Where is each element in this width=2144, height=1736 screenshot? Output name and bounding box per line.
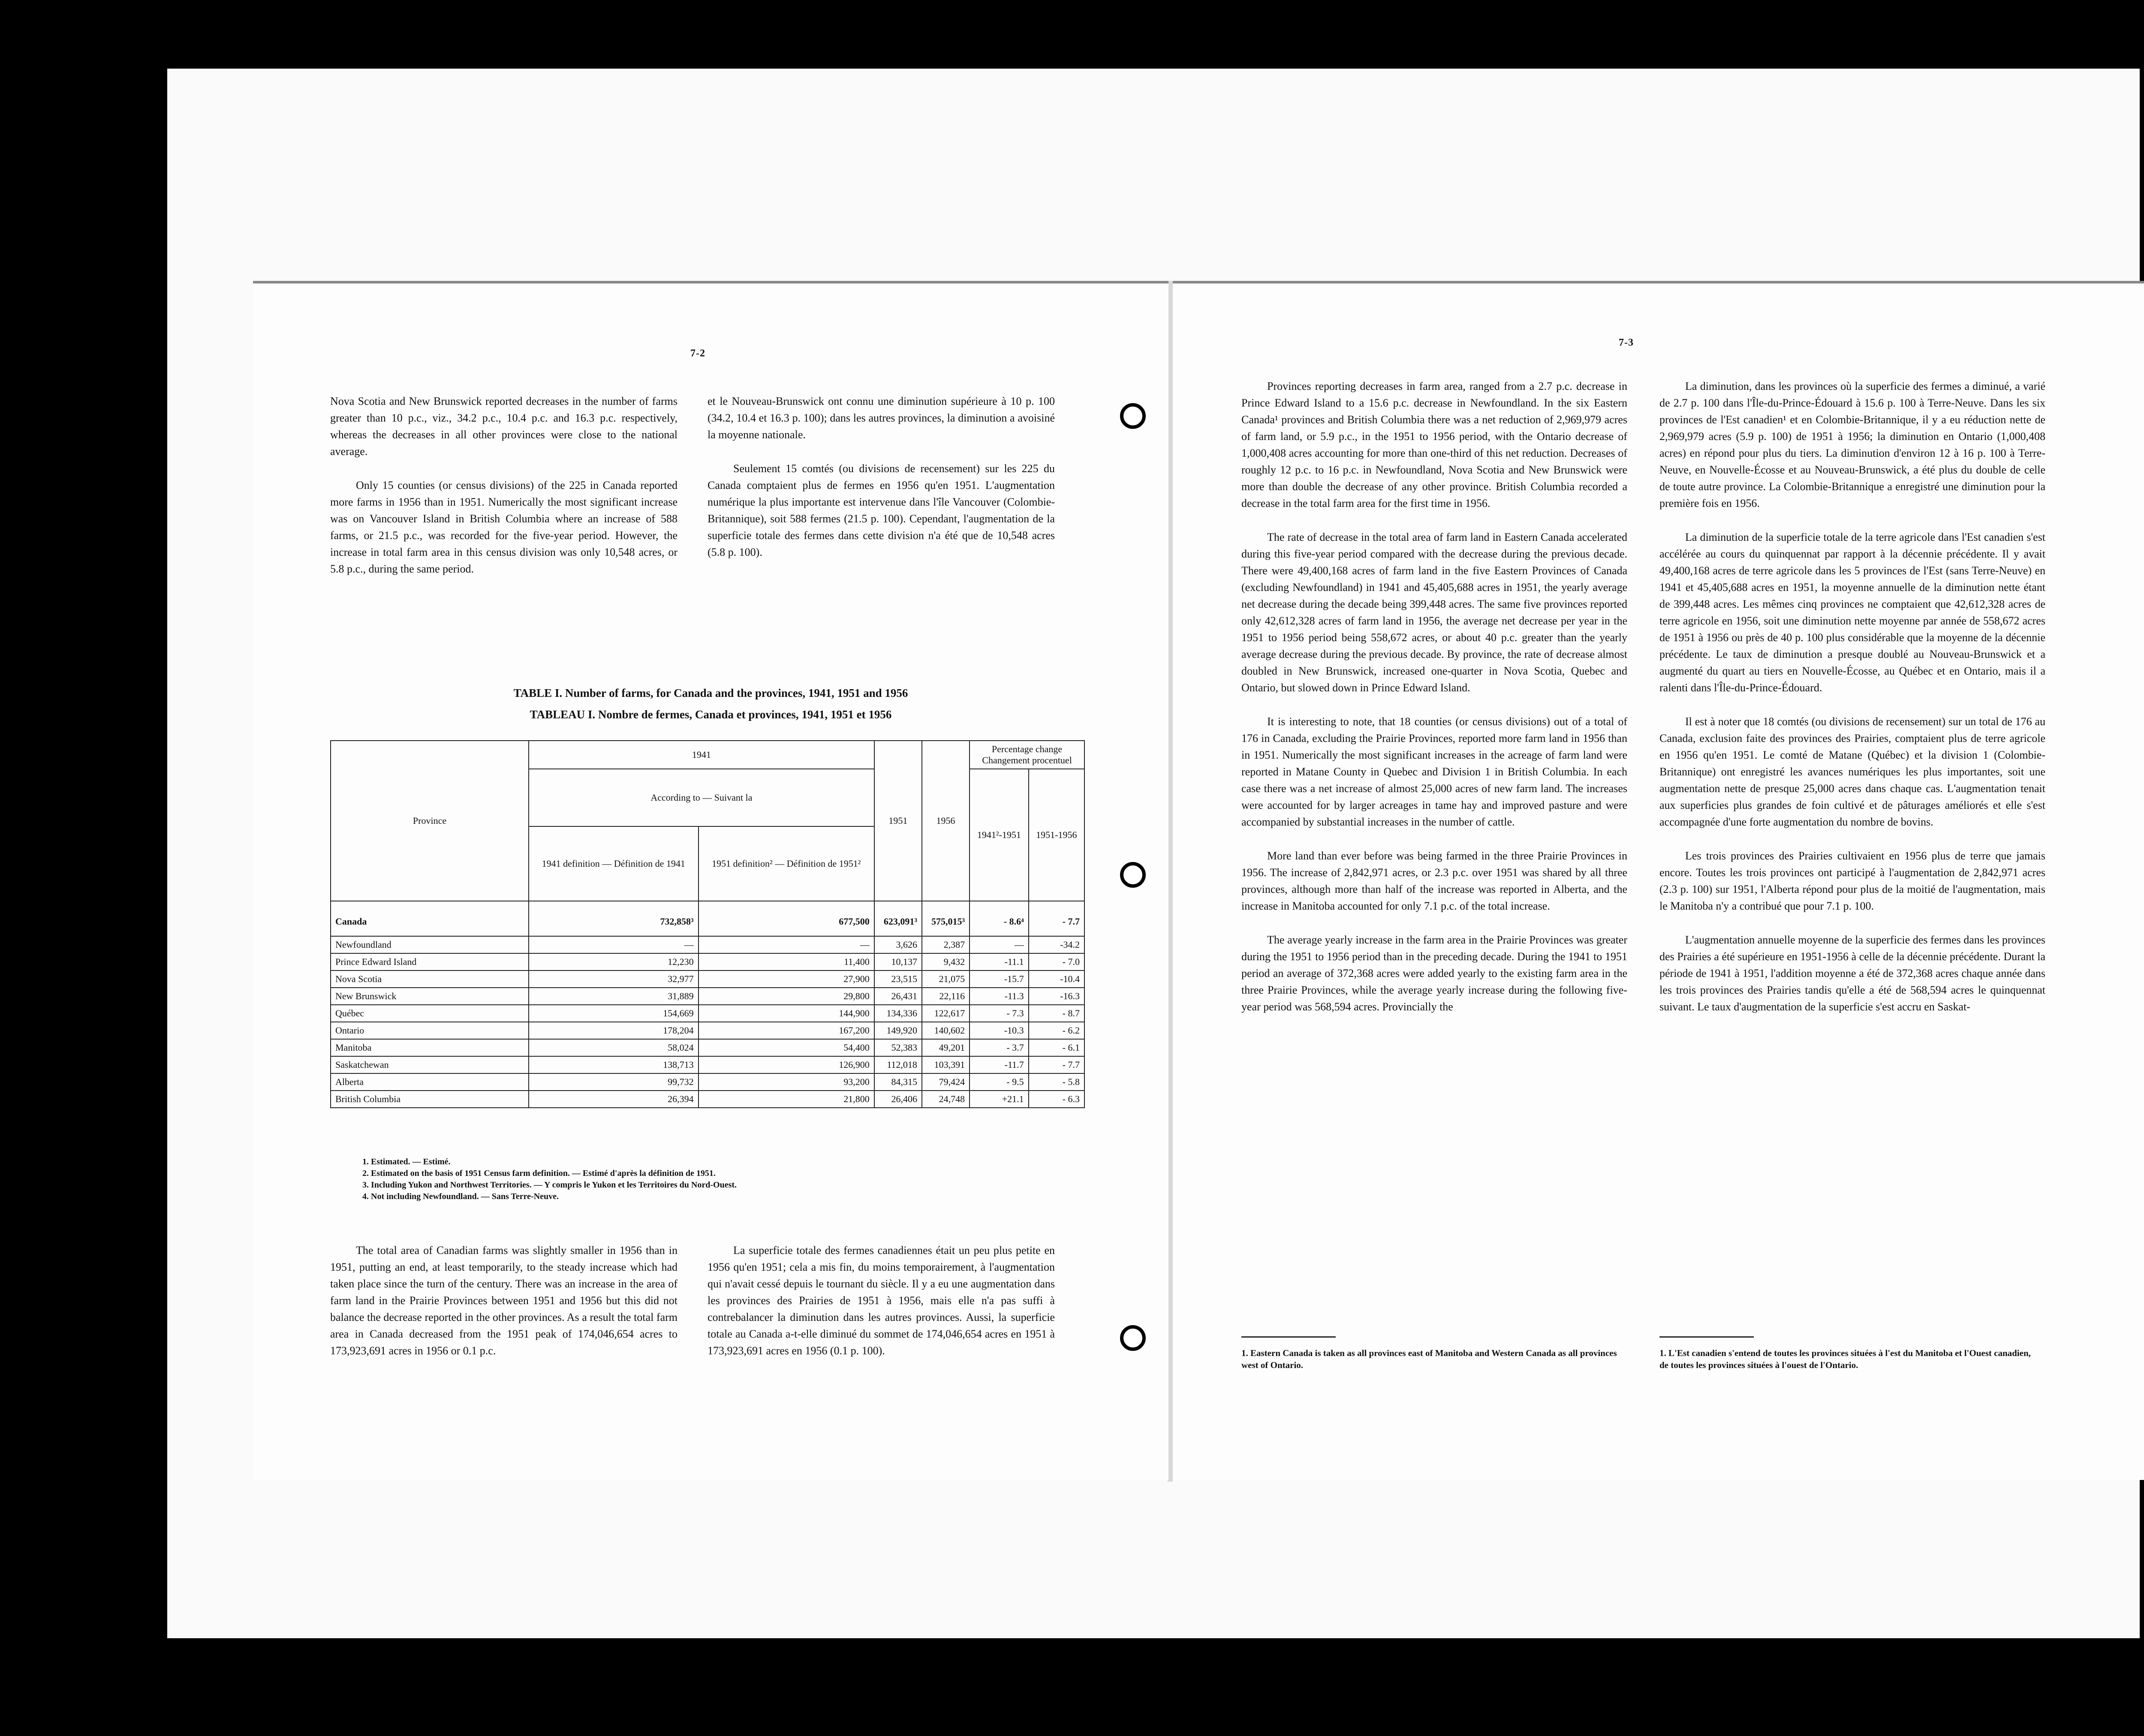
table-cell-y1951: 26,406 — [874, 1091, 922, 1108]
table-cell-c4151: - 7.3 — [970, 1005, 1029, 1022]
table-row — [331, 970, 1084, 988]
table-cell-province: Nova Scotia — [331, 970, 529, 988]
table-cell-d51def: 27,900 — [699, 970, 874, 988]
table-cell-c5156: - 8.7 — [1029, 1005, 1084, 1022]
table-row — [331, 1073, 1084, 1091]
page-number: 7-2 — [690, 348, 705, 359]
col-header-1956: 1956 — [922, 741, 970, 901]
table-cell-y1956: 122,617 — [922, 1005, 970, 1022]
binder-hole-icon — [1120, 1325, 1146, 1351]
paragraph: The average yearly increase in the farm area in the Prairie Provinces was greater during the 1951 to 1956 period than in the preceding decade. During the 1941 to 1951 period an average of 372,368 acres were added yearly to the existing farm area in the three Prairie Provinces, while the average yearly increase during the following five-year period was 568,594 acres. Provincially the — [1241, 934, 1627, 1013]
paragraph: La diminution, dans les provinces où la superficie des fermes a diminué, a varié de 2.7 p. 100 dans l'Île-du-Prince-Édouard à 15.6 p. 100 à Terre-Neuve. Dans les six provinces de l'Est canadien¹ et en Colombie-Britannique, il y a eu réduction nette de 2,969,979 acres (5.9 p. 100) de 1951 à 1956; la diminution en Ontario (1,000,408 acres) en répond pour plus du tiers. La diminution d'environ 12 à 16 p. 100 à Terre-Neuve, en Nouvelle-Écosse et au Nouveau-Brunswick, a été plus du double de celle de toute autre province. La Colombie-Britannique a enregistré une diminution pour la première fois en 1956. — [1659, 380, 2045, 509]
table-cell-d51def: 93,200 — [699, 1073, 874, 1091]
paragraph: L'augmentation annuelle moyenne de la superficie des fermes dans les provinces des Prairies a été supérieure en 1951-1956 à celle de la décennie précédente. Durant la période de 1941 à 1951, l'addition moyenne a été de 372,368 acres chaque année dans les trois provinces des Prairies tandis qu'elle a été de 568,594 acres le quinquennat suivant. Le taux d'augmentation de la superficie s'est accru en Saskat- — [1659, 934, 2045, 1013]
paragraph: It is interesting to note, that 18 counties (or census divisions) out of a total of 176 in Canada, excluding the Prairie Provinces, reported more farm land in 1956 than in 1951. Numerically the most significant increases in the acreage of farm land were reported in Matane County in Quebec and Division 1 in British Columbia. In each case there was a net increase of almost 25,000 acres of new farm land. The increases were accounted for by larger acreages in tame hay and improved pasture and were accompanied by substantial increases in the number of cattle. — [1241, 715, 1627, 828]
right-page — [1173, 281, 2144, 1480]
table-cell-d41: 99,732 — [529, 1073, 699, 1091]
table-row — [331, 1091, 1084, 1108]
right-page-en-column — [1241, 378, 1627, 1032]
table-cell-y1951: 23,515 — [874, 970, 922, 988]
table-cell-y1951: 52,383 — [874, 1039, 922, 1056]
table-cell-d51def: 21,800 — [699, 1091, 874, 1108]
table-title-fr: TABLEAU I. Nombre de fermes, Canada et provinces, 1941, 1951 et 1956 — [530, 708, 892, 721]
table-cell-c5156: - 6.1 — [1029, 1039, 1084, 1056]
table-cell-c4151: - 8.6⁴ — [970, 901, 1029, 936]
table-cell-c4151: -11.7 — [970, 1056, 1029, 1073]
table-cell-y1951: 134,336 — [874, 1005, 922, 1022]
table-cell-y1956: 2,387 — [922, 936, 970, 953]
table-cell-d51def: 54,400 — [699, 1039, 874, 1056]
paragraph: Nova Scotia and New Brunswick reported decreases in the number of farms greater than 10 p.c., viz., 34.2 p.c., 10.4 p.c. and 16.3 p.c. respectively, whereas the decreases in all other provinces were close to the national average. — [330, 395, 678, 458]
table-row — [331, 988, 1084, 1005]
table-cell-d41: 12,230 — [529, 953, 699, 970]
paragraph: The rate of decrease in the total area of farm land in Eastern Canada accelerated during this five-year period compared with the decrease during the previous decade. There were 49,400,168 acres of farm land in the five Eastern Provinces of Canada (excluding Newfoundland) in 1941 and 45,405,688 acres in 1951, the yearly average net decrease during the decade being 399,448 acres. The same five provinces reported only 42,612,328 acres of farm land in 1956, the average net decrease per year in the 1951 to 1956 period being 558,672 acres, or about 40 p.c. greater than the yearly average decrease during the previous decade. By province, the rate of decrease almost doubled in New Brunswick, increased one-quarter in Nova Scotia, Quebec and Ontario, but slowed down in Prince Edward Island. — [1241, 531, 1627, 694]
table-cell-y1956: 140,602 — [922, 1022, 970, 1039]
paragraph: et le Nouveau-Brunswick ont connu une diminution supérieure à 10 p. 100 (34.2, 10.4 et 16.3 p. 100); dans les autres provinces, la diminution a avoisiné la moyenne nationale. — [708, 395, 1055, 441]
paragraph: More land than ever before was being farmed in the three Prairie Provinces in 1956. The increase of 2,842,971 acres, or 2.3 p.c. over 1951 was shared by all three provinces, although more than half of the increase was reported in Alberta, and the increase in Manitoba accounted for only 7.1 p.c. of the total increase. — [1241, 850, 1627, 912]
table-cell-c5156: -16.3 — [1029, 988, 1084, 1005]
table-cell-d41: 732,858³ — [529, 901, 699, 936]
col-header-1951: 1951 — [874, 741, 922, 901]
table-cell-d41: 26,394 — [529, 1091, 699, 1108]
col-header-1951-def: 1951 definition² — Définition de 1951² — [699, 826, 874, 901]
table-cell-c4151: - 9.5 — [970, 1073, 1029, 1091]
table-row — [331, 1039, 1084, 1056]
table-cell-d41: 178,204 — [529, 1022, 699, 1039]
paragraph: Il est à noter que 18 comtés (ou divisions de recensement) sur un total de 176 au Canada, exclusion faite des provinces des Prairies, comptaient plus de terre agricole en 1956 qu'en 1951. Le comté de Matane (Québec) et la division 1 (Colombie-Britannique) ont enregistré les avances numériques les plus importantes, soit une augmentation nette de presque 25,000 acres dans chaque cas. L'augmentation tenait aux superficies plus grandes de foin cultivé et de pâturages améliorés et elle s'est accompagnée d'une forte augmentation du nombre de bovins. — [1659, 715, 2045, 828]
table-cell-d41: — — [529, 936, 699, 953]
table-cell-c5156: - 5.8 — [1029, 1073, 1084, 1091]
paragraph: Les trois provinces des Prairies cultivaient en 1956 plus de terre que jamais encore. Toutes les trois provinces ont participé à l'augmentation de 2,842,971 acres (2.3 p. 100) sur 1951, l'Alberta répond pour plus de la moitié de l'augmentation, mais le Manitoba n'y a contribué que pour 7.1 p. 100. — [1659, 850, 2045, 912]
paragraph: Only 15 counties (or census divisions) of the 225 in Canada reported more farms in 1956 than in 1951. Numerically the most significant increase was on Vancouver Island in British Columbia where an increase of 588 farms, or 21.5 p.c., was recorded for the five-year period. However, the increase in total farm area in this census division was only 10,548 acres, or 5.8 p.c., during the same period. — [330, 479, 678, 575]
col-header-1941-def: 1941 definition — Définition de 1941 — [529, 826, 699, 901]
table-cell-province: Canada — [331, 901, 529, 936]
table-cell-y1951: 84,315 — [874, 1073, 922, 1091]
col-header-according: According to — Suivant la — [529, 769, 874, 826]
table-cell-c4151: +21.1 — [970, 1091, 1029, 1108]
table-cell-province: Saskatchewan — [331, 1056, 529, 1073]
table-row — [331, 901, 1084, 936]
table-cell-c4151: - 3.7 — [970, 1039, 1029, 1056]
table-cell-y1956: 79,424 — [922, 1073, 970, 1091]
left-column-en-2 — [330, 1242, 678, 1376]
paragraph: La superficie totale des fermes canadiennes était un peu plus petite en 1956 qu'en 1951; cela a mis fin, du moins temporairement, à l'augmentation qui n'avait cessé depuis le tournant du siècle. Il y a eu une augmentation dans les provinces des Prairies de 1951 à 1956, mais elle n'a pas suffi à contrebalancer la diminution dans les autres provinces. Aussi, la superficie totale au Canada a-t-elle diminué du sommet de 174,046,654 acres en 1951 à 173,923,691 acres en 1956 (0.1 p. 100). — [708, 1244, 1055, 1357]
table-cell-d41: 154,669 — [529, 1005, 699, 1022]
paragraph: Provinces reporting decreases in farm area, ranged from a 2.7 p.c. decrease in Prince Edward Island to a 15.6 p.c. decrease in Newfoundland. In the six Eastern Canada¹ provinces and British Columbia there was a net reduction of 2,969,979 acres of farm land, or 5.9 p.c., in the 1951 to 1956 period, with the Ontario decrease of 1,000,408 acres accounting for more than one-third of this net reduction. Decreases of roughly 12 p.c. to 16 p.c. in Newfoundland, Nova Scotia and New Brunswick were more than double the decrease of any other province. British Columbia recorded a decrease in the total farm area for the first time in 1956. — [1241, 380, 1627, 509]
table-row — [331, 953, 1084, 970]
footnote-fr: 1. L'Est canadien s'entend de toutes les provinces situées à l'est du Manitoba et l'Ouest canadien, de toutes les provinces situées à l'ouest de l'Ontario. — [1659, 1348, 2031, 1371]
table-cell-y1951: 10,137 — [874, 953, 922, 970]
table-cell-c5156: - 6.2 — [1029, 1022, 1084, 1039]
paragraph: La diminution de la superficie totale de la terre agricole dans l'Est canadien s'est accélérée au cours du quinquennat par rapport à la décennie précédente. Il y avait 49,400,168 acres de terre agricole dans les 5 provinces de l'Est (sans Terre-Neuve) en 1941 et 45,405,688 acres en 1951, la moyenne annuelle de la diminution nette étant de 399,448 acres. Les mêmes cinq provinces ne comptaient que 42,612,328 acres de terre agricole en 1956, soit une diminution nette moyenne par année de 558,672 acres de 1951 à 1956 ou près de 40 p. 100 plus considérable que la moyenne de la décennie précédente. Le taux de diminution a presque doublé au Nouveau-Brunswick et a augmenté du quart au tiers en Nouvelle-Écosse, au Québec et en Ontario, mais il a ralenti dans l'Île-du-Prince-Édouard. — [1659, 531, 2045, 694]
table-cell-d51def: 144,900 — [699, 1005, 874, 1022]
right-column-fr-1 — [708, 393, 1055, 578]
table-cell-y1951: 112,018 — [874, 1056, 922, 1073]
table-cell-d41: 32,977 — [529, 970, 699, 988]
table-cell-y1956: 49,201 — [922, 1039, 970, 1056]
table-cell-y1951: 3,626 — [874, 936, 922, 953]
table-row — [331, 1005, 1084, 1022]
col-header-pct — [970, 741, 1084, 769]
table-title-en: TABLE I. Number of farms, for Canada and the provinces, 1941, 1951 and 1956 — [513, 687, 908, 699]
note: 2. Estimated on the basis of 1951 Census farm definition. — Estimé d'après la définition de 1951. — [362, 1169, 716, 1178]
farms-table — [330, 740, 1085, 1108]
table-cell-c4151: -11.1 — [970, 953, 1029, 970]
table-cell-d51def: 29,800 — [699, 988, 874, 1005]
table-body — [331, 901, 1084, 1108]
col-header-4151: 1941²-1951 — [970, 769, 1029, 901]
table-cell-y1956: 575,015³ — [922, 901, 970, 936]
table-cell-c5156: -10.4 — [1029, 970, 1084, 988]
table-notes — [362, 1156, 737, 1203]
table-cell-province: Ontario — [331, 1022, 529, 1039]
table-cell-c5156: - 7.0 — [1029, 953, 1084, 970]
table-row — [331, 936, 1084, 953]
table-cell-d51def: — — [699, 936, 874, 953]
table-row — [331, 1022, 1084, 1039]
col-header-5156: 1951-1956 — [1029, 769, 1084, 901]
table-cell-c5156: - 7.7 — [1029, 1056, 1084, 1073]
table-cell-y1956: 22,116 — [922, 988, 970, 1005]
pct-label-en: Percentage change — [991, 744, 1063, 754]
table-cell-c4151: -15.7 — [970, 970, 1029, 988]
table-cell-province: British Columbia — [331, 1091, 529, 1108]
paragraph: The total area of Canadian farms was slightly smaller in 1956 than in 1951, putting an end, at least temporarily, to the steady increase which had taken place since the turn of the century. There was an increase in the area of farm land in the Prairie Provinces between 1951 and 1956 but this did not balance the decrease reported in the other provinces. As a result the total farm area in Canada decreased from the 1951 peak of 174,046,654 acres to 173,923,691 acres in 1956 or 0.1 p.c. — [330, 1244, 678, 1357]
col-header-1941: 1941 — [529, 741, 874, 769]
table-cell-d41: 58,024 — [529, 1039, 699, 1056]
footnote-rule — [1241, 1336, 1336, 1338]
table-cell-c4151: — — [970, 936, 1029, 953]
table-cell-c4151: -10.3 — [970, 1022, 1029, 1039]
table-cell-c5156: - 7.7 — [1029, 901, 1084, 936]
table-cell-province: Prince Edward Island — [331, 953, 529, 970]
table-row — [331, 1056, 1084, 1073]
col-header-province: Province — [331, 741, 529, 901]
pct-label-fr: Changement procentuel — [982, 755, 1072, 766]
table-cell-d51def: 167,200 — [699, 1022, 874, 1039]
left-column-en-1 — [330, 393, 678, 594]
binder-hole-icon — [1120, 403, 1146, 429]
footnote-rule — [1659, 1336, 1754, 1338]
table-cell-y1951: 149,920 — [874, 1022, 922, 1039]
footnote-en: 1. Eastern Canada is taken as all provinces east of Manitoba and Western Canada as all provinces west of Ontario. — [1241, 1348, 1617, 1371]
table-cell-y1956: 103,391 — [922, 1056, 970, 1073]
page-number: 7-3 — [1619, 337, 1634, 348]
right-page-fr-column — [1659, 378, 2045, 1032]
table-cell-y1951: 623,091³ — [874, 901, 922, 936]
table-cell-d51def: 126,900 — [699, 1056, 874, 1073]
note: 3. Including Yukon and Northwest Territories. — Y compris le Yukon et les Territoires du Nord-Ouest. — [362, 1180, 737, 1190]
table-cell-c5156: - 6.3 — [1029, 1091, 1084, 1108]
table-cell-province: Manitoba — [331, 1039, 529, 1056]
table-cell-c4151: -11.3 — [970, 988, 1029, 1005]
table-cell-province: Alberta — [331, 1073, 529, 1091]
table-cell-c5156: -34.2 — [1029, 936, 1084, 953]
table-cell-d41: 138,713 — [529, 1056, 699, 1073]
table-cell-province: New Brunswick — [331, 988, 529, 1005]
table-cell-province: Québec — [331, 1005, 529, 1022]
note: 4. Not including Newfoundland. — Sans Terre-Neuve. — [362, 1192, 559, 1201]
paragraph: Seulement 15 comtés (ou divisions de recensement) sur les 225 du Canada comptaient plus de fermes en 1956 qu'en 1951. L'augmentation numérique la plus importante est intervenue dans l'île Vancouver (Colombie-Britannique), soit 588 fermes (21.5 p. 100). Cependant, l'augmentation de la superficie totale des fermes dans cette division n'a été que de 10,548 acres (5.8 p. 100). — [708, 462, 1055, 558]
table-cell-d51def: 11,400 — [699, 953, 874, 970]
table-cell-y1956: 24,748 — [922, 1091, 970, 1108]
table-cell-y1956: 21,075 — [922, 970, 970, 988]
table-cell-y1956: 9,432 — [922, 953, 970, 970]
binder-hole-icon — [1120, 862, 1146, 888]
table-cell-y1951: 26,431 — [874, 988, 922, 1005]
table-cell-d41: 31,889 — [529, 988, 699, 1005]
table-cell-d51def: 677,500 — [699, 901, 874, 936]
left-page — [253, 281, 1168, 1480]
table-cell-province: Newfoundland — [331, 936, 529, 953]
note: 1. Estimated. — Estimé. — [362, 1157, 451, 1166]
right-column-fr-2 — [708, 1242, 1055, 1376]
